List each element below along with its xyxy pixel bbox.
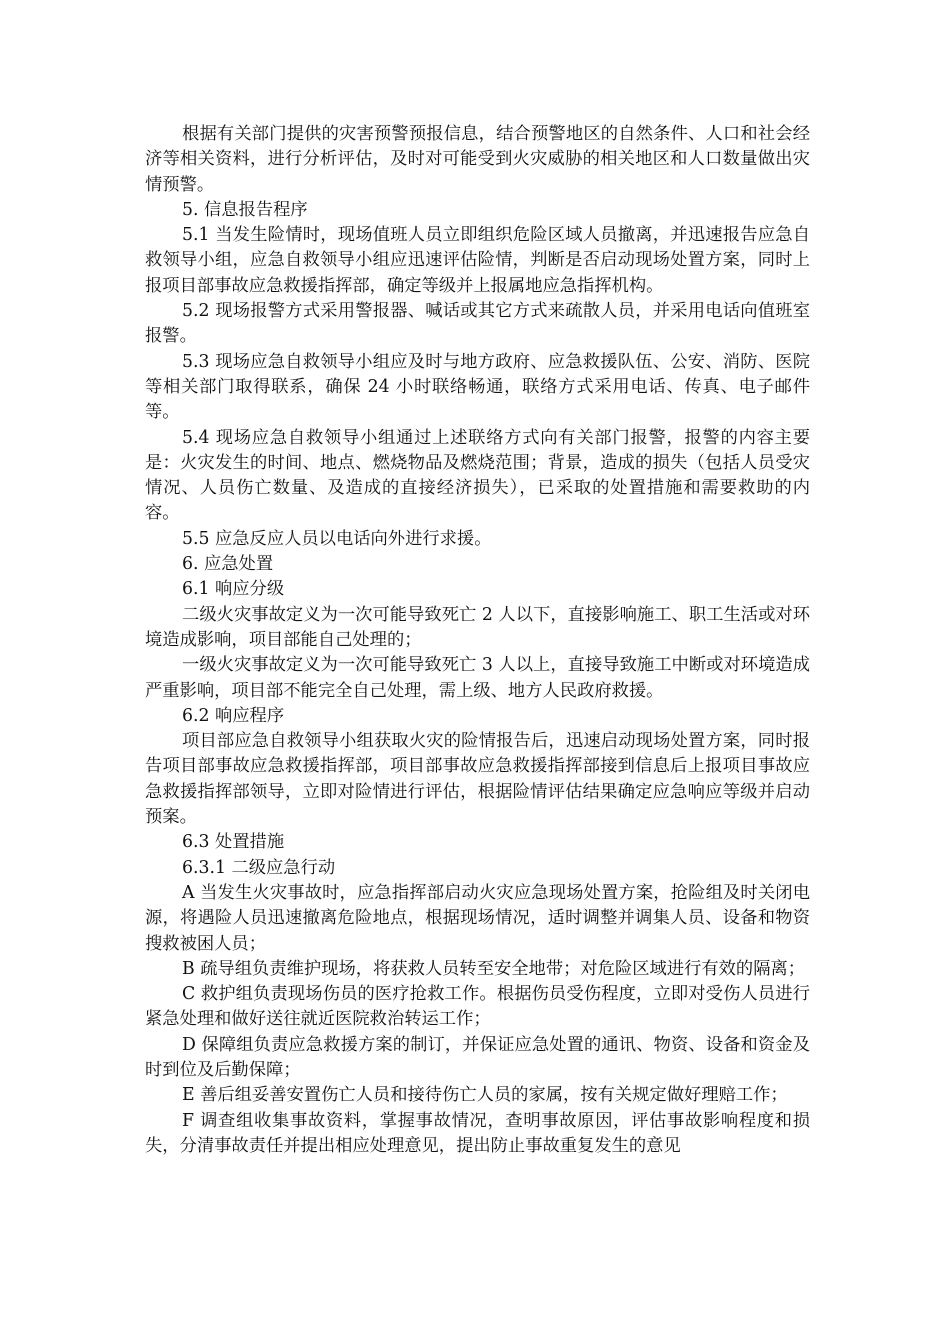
heading-6-2: 6.2 响应程序 — [182, 705, 285, 726]
paragraph-action-e: E 善后组妥善安置伤亡人员和接待伤亡人员的家属，按有关规定做好理赔工作； — [182, 1085, 788, 1106]
paragraph-5-4: 5.4 现场应急自救领导小组通过上述联络方式向有关部门报警，报警的内容主要是：火灾发生的时间、地点、燃烧物品及燃烧范围；背景，造成的损失（包括人员受灾情况、人员伤亡数量、及造成的直接经济损失），已采取的处置措施和需要救助的内容。 — [145, 427, 810, 524]
paragraph-5-1: 5.1 当发生险情时，现场值班人员立即组织危险区域人员撤离，并迅速报告应急自救领导小组，应急自救领导小组应迅速评估险情，判断是否启动现场处置方案，同时上报项目部事故应急救援指挥部，确定等级并上报属地应急指挥机构。 — [145, 225, 810, 296]
paragraph-response-procedure: 项目部应急自救领导小组获取火灾的险情报告后，迅速启动现场处置方案，同时报告项目部事故应急救援指挥部，项目部事故应急救援指挥部接到信息后上报项目事故应急救援指挥部领导，立即对险情进行评估，根据险情评估结果确定应急响应等级并启动预案。 — [145, 731, 810, 828]
paragraph-intro: 根据有关部门提供的灾害预警预报信息，结合预警地区的自然条件、人口和社会经济等相关资料，进行分析评估，及时对可能受到火灾威胁的相关地区和人口数量做出灾情预警。 — [145, 124, 810, 195]
paragraph-action-b: B 疏导组负责维护现场，将获救人员转至安全地带；对危险区域进行有效的隔离； — [182, 958, 806, 979]
paragraph-level-1-definition: 一级火灾事故定义为一次可能导致死亡 3 人以上，直接导致施工中断或对环境造成严重影响，项目部不能完全自己处理，需上级、地方人民政府救援。 — [145, 655, 810, 701]
heading-6-3: 6.3 处置措施 — [182, 832, 285, 853]
paragraph-action-d: D 保障组负责应急救援方案的制订，并保证应急处置的通讯、物资、设备和资金及时到位及后勤保障； — [145, 1034, 810, 1080]
paragraph-5-5: 5.5 应急反应人员以电话向外进行求援。 — [182, 528, 492, 549]
paragraph-5-3: 5.3 现场应急自救领导小组应及时与地方政府、应急救援队伍、公安、消防、医院等相关部门取得联系，确保 24 小时联络畅通，联络方式采用电话、传真、电子邮件等。 — [145, 351, 810, 423]
heading-6-1: 6.1 响应分级 — [182, 579, 285, 600]
paragraph-action-f: F 调查组收集事故资料，掌握事故情况，查明事故原因，评估事故影响程度和损失，分清事故责任并提出相应处理意见，提出防止事故重复发生的意见 — [145, 1110, 810, 1156]
heading-5: 5. 信息报告程序 — [182, 199, 308, 220]
heading-6: 6. 应急处置 — [182, 554, 274, 575]
paragraph-action-c: C 救护组负责现场伤员的医疗抢救工作。根据伤员受伤程度，立即对受伤人员进行紧急处理和做好送往就近医院救治转运工作； — [145, 984, 810, 1030]
paragraph-level-2-definition: 二级火灾事故定义为一次可能导致死亡 2 人以下，直接影响施工、职工生活或对环境造成影响，项目部能自己处理的； — [145, 604, 810, 650]
paragraph-action-a: A 当发生火灾事故时，应急指挥部启动火灾应急现场处置方案，抢险组及时关闭电源，将遇险人员迅速撤离危险地点，根据现场情况，适时调整并调集人员、设备和物资搜救被困人员； — [145, 882, 810, 954]
paragraph-5-2: 5.2 现场报警方式采用警报器、喊话或其它方式来疏散人员，并采用电话向值班室报警。 — [145, 301, 810, 347]
document-body — [145, 122, 810, 1159]
heading-6-3-1: 6.3.1 二级应急行动 — [182, 857, 336, 878]
